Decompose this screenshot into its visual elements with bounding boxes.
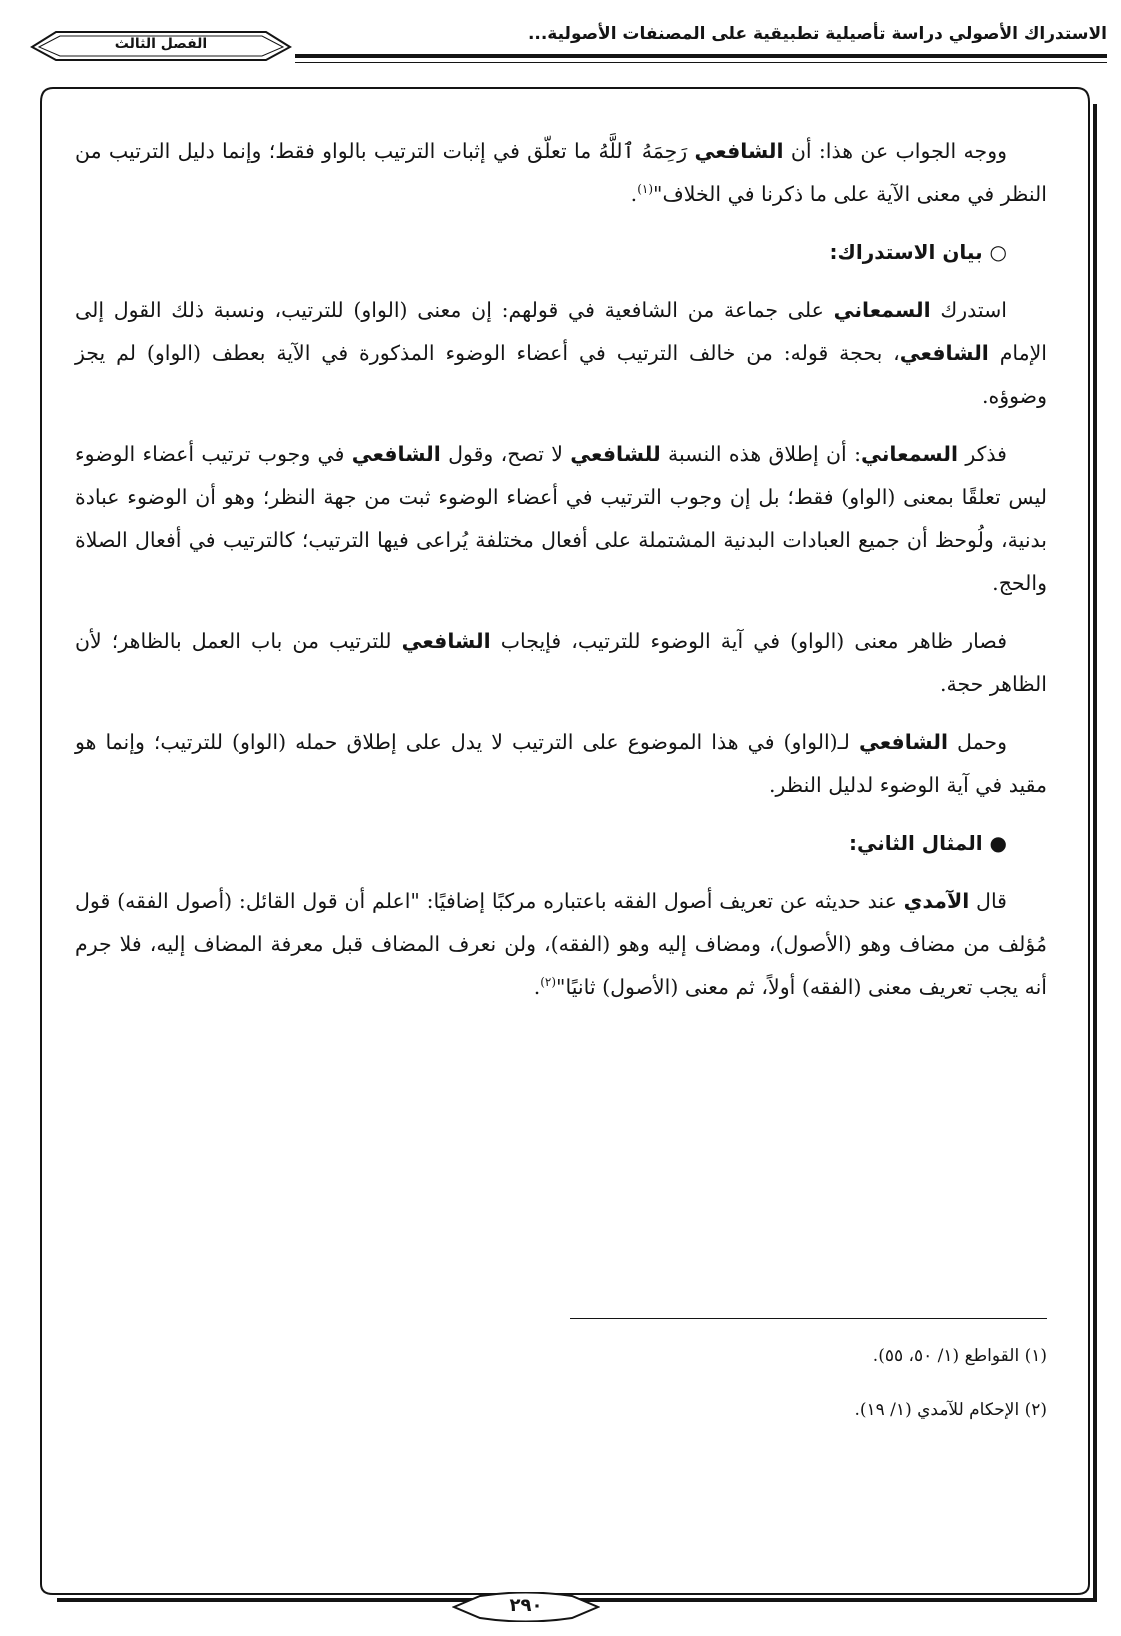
header-rule-thick [295, 54, 1107, 58]
footnote-1: (١) القواطع (١/ ٥٠، ٥٥). [872, 1346, 1047, 1366]
footnote-ref: (٢) [540, 975, 557, 990]
page-number: ٢٩٠ [509, 1595, 543, 1616]
name-highlight: الآمدي [903, 889, 970, 913]
paragraph-1 [75, 130, 1047, 216]
footnote-separator [570, 1318, 1047, 1319]
text: لا تصح، وقول [440, 442, 571, 466]
name-highlight: الشافعي [351, 442, 441, 466]
header-rule-thin [295, 62, 1107, 63]
subheading-example-2: ● المثال الثاني: [849, 831, 1007, 855]
text: . [630, 182, 638, 206]
text: قال [969, 889, 1007, 913]
text: . [533, 975, 541, 999]
name-highlight: الشافعي [401, 629, 491, 653]
main-text [75, 130, 1047, 1024]
text: للترتيب من باب العمل بالظاهر؛ لأن الظاهر حجة. [75, 629, 1047, 696]
chapter-label: الفصل الثالث [114, 36, 208, 52]
paragraph-5 [75, 721, 1047, 807]
paragraph-4 [75, 620, 1047, 706]
text: فذكر [958, 442, 1007, 466]
text: فصار ظاهر معنى (الواو) في آية الوضوء للترتيب، فإيجاب [490, 629, 1007, 653]
footnote-ref: (١) [637, 182, 654, 197]
text: وحمل [948, 730, 1007, 754]
name-highlight: السمعاني [833, 298, 931, 322]
paragraph-3 [75, 433, 1047, 605]
text: على جماعة من الشافعية في قولهم: إن معنى (الواو) للترتيب، ونسبة ذلك القول إلى الإمام [75, 298, 1048, 365]
chapter-tab [30, 30, 292, 62]
name-highlight: الشافعي [858, 730, 948, 754]
footnote-2: (٢) الإحكام للآمدي (١/ ١٩). [854, 1400, 1047, 1420]
name-highlight: السمعاني [860, 442, 959, 466]
text: : أن إطلاق هذه النسبة [660, 442, 861, 466]
book-title: الاستدراك الأصولي دراسة تأصيلية تطبيقية على المصنفات الأصولية... [527, 24, 1107, 44]
name-highlight: الشافعي [899, 341, 989, 365]
text: لـ(الواو) في هذا الموضوع على الترتيب لا يدل على إطلاق حمله (الواو) للترتيب؛ وإنما هو مقيد في آية الوضوء لدليل النظر. [75, 730, 1047, 797]
subheading-istidrak: ○ بيان الاستدراك: [829, 240, 1007, 264]
page-number-badge [452, 1592, 600, 1622]
text: استدرك [930, 298, 1007, 322]
text: رَحِمَهُ ٱللَّهُ ما تعلّق في إثبات الترتيب بالواو فقط؛ وإنما دليل الترتيب من النظر في معنى الآية على ما ذكرنا في الخلاف" [75, 139, 1047, 206]
text: في وجوب ترتيب أعضاء الوضوء ليس تعلقًا بمعنى (الواو) فقط؛ بل إن وجوب الترتيب في أعضاء الوضوء ثبت من جهة النظر؛ وهو أن الوضوء عبادة بدنية، ولُوحظ أن جميع العبادات البدنية المشتملة على أفعال مختلفة يُراعى فيها الترتيب؛ كالترتيب في أفعال الصلاة والحج. [75, 442, 1047, 595]
name-highlight: الشافعي [694, 139, 784, 163]
paragraph-6 [75, 880, 1047, 1009]
text: ووجه الجواب عن هذا: أن [783, 139, 1007, 163]
paragraph-2 [75, 289, 1047, 418]
name-highlight: للشافعي [570, 442, 661, 466]
text: ، بحجة قوله: من خالف الترتيب في أعضاء الوضوء المذكورة في الآية بعطف (الواو) لم يجز وضوؤه. [75, 341, 1047, 408]
text: عند حديثه عن تعريف أصول الفقه باعتباره مركبًا إضافيًا: "اعلم أن قول القائل: (أصول الفقه) قول مُؤلف من مضاف وهو (الأصول)، ومضاف إليه وهو (الفقه)، ولن نعرف المضاف قبل معرفة المضاف إليه، فلا جرم أنه يجب تعريف معنى (الفقه) أولاً، ثم معنى (الأصول) ثانيًا" [75, 889, 1047, 999]
